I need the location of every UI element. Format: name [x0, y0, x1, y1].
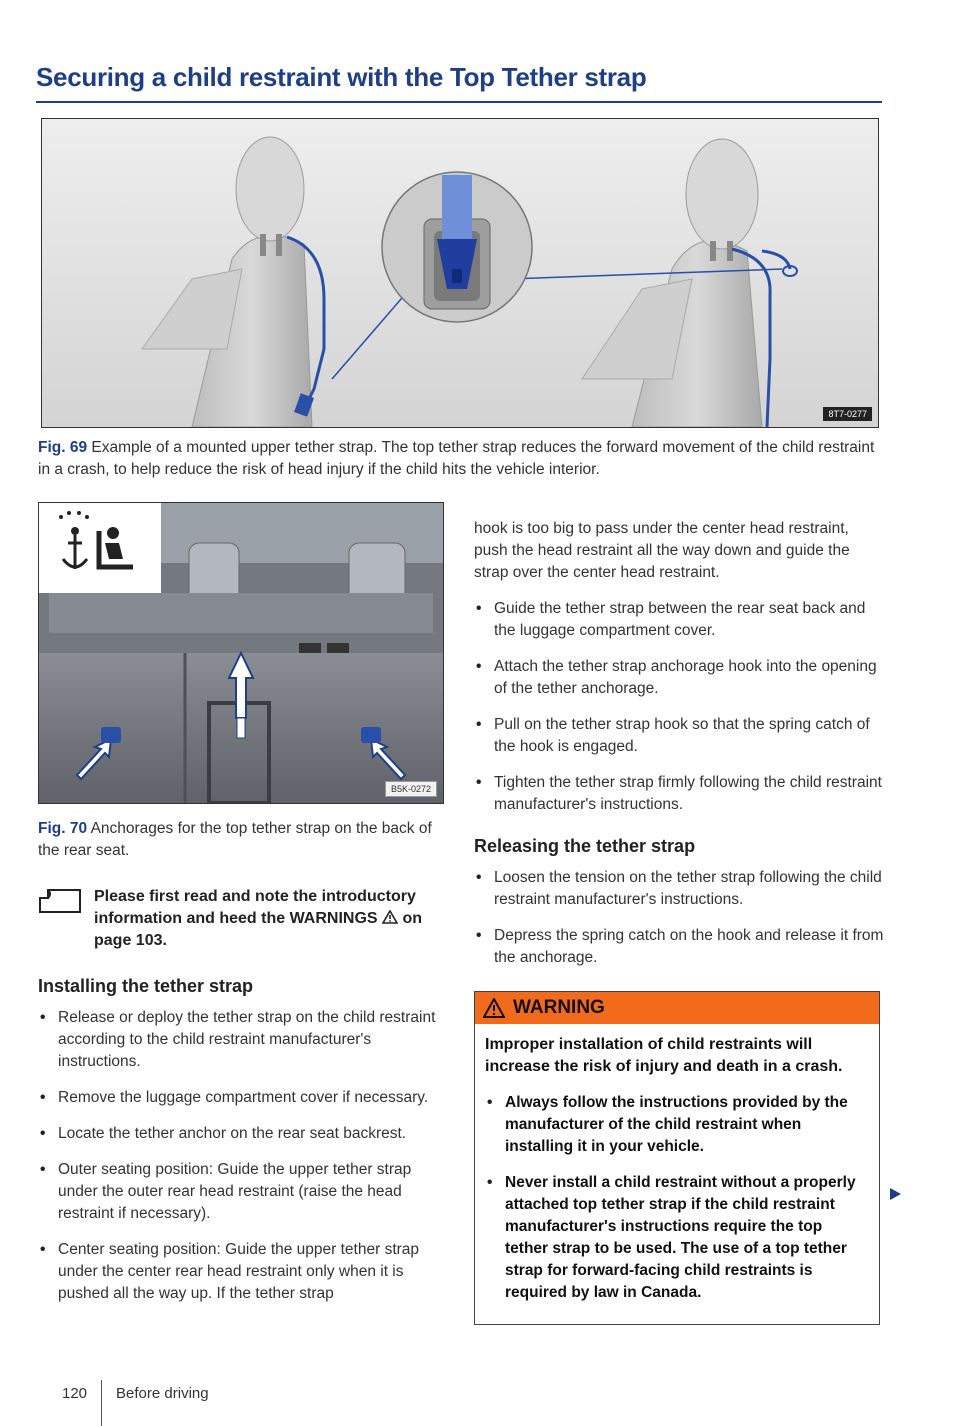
- title-rule: [36, 101, 882, 103]
- right-column: [474, 518, 884, 1325]
- figure-69-caption-text: Example of a mounted upper tether strap. The top tether strap reduces the forward movement of the child restraint in a crash, to help reduce the risk of head injury if the child hits the vehicle interior.: [38, 439, 875, 478]
- warning-item: • Never install a child restraint without a properly attached top tether strap if the child restraint manufacturer's instructions require the top tether strap to be used. The use of a top tether strap for forward-facing child restraints is required by law in Canada.: [485, 1172, 869, 1304]
- figure-69-caption: [38, 437, 878, 481]
- figure-70: [38, 502, 444, 804]
- figure-69-illustration: [42, 119, 878, 427]
- figure-69: [41, 118, 879, 428]
- list-item: • Pull on the tether strap hook so that the spring catch of the hook is engaged.: [474, 714, 884, 758]
- releasing-heading: Releasing the tether strap: [474, 836, 696, 856]
- list-item: • Depress the spring catch on the hook and release it from the anchorage.: [474, 925, 884, 969]
- list-item: • Locate the tether anchor on the rear seat backrest.: [38, 1123, 438, 1145]
- figure-70-label: Fig. 70: [38, 820, 88, 837]
- warning-body: [475, 1024, 879, 1324]
- installing-heading: Installing the tether strap: [38, 976, 254, 996]
- page-number: 120: [62, 1384, 88, 1402]
- book-icon: [38, 888, 82, 914]
- list-item: • Outer seating position: Guide the upper tether strap under the outer rear head restraint (raise the head restraint if necessary).: [38, 1159, 438, 1225]
- warning-triangle-icon: [382, 910, 398, 924]
- figure-70-caption: [38, 818, 438, 862]
- warning-header: [475, 992, 879, 1024]
- figure-70-code: B5K-0272: [385, 781, 437, 797]
- footer-section: Before driving: [116, 1384, 209, 1402]
- continue-arrow-icon: [887, 1186, 903, 1202]
- figure-70-illustration: [39, 503, 443, 803]
- list-item: • Loosen the tension on the tether strap following the child restraint manufacturer's instructions.: [474, 867, 884, 911]
- figure-69-label: Fig. 69: [38, 439, 88, 456]
- warning-title: WARNING: [513, 997, 605, 1018]
- list-item: • Guide the tether strap between the rear seat back and the luggage compartment cover.: [474, 598, 884, 642]
- warning-lead: Improper installation of child restraints will increase the risk of injury and death in a crash.: [485, 1036, 843, 1075]
- footer-divider: [101, 1380, 102, 1426]
- list-item: • Center seating position: Guide the upper tether strap under the center rear head restraint only when it is pushed all the way up. If the tether strap: [38, 1239, 438, 1305]
- list-item: • Release or deploy the tether strap on the child restraint according to the child restraint manufacturer's instructions.: [38, 1007, 438, 1073]
- list-item: • Tighten the tether strap firmly following the child restraint manufacturer's instructions.: [474, 772, 884, 816]
- note-page-ref[interactable]: on page 103.: [94, 910, 423, 949]
- list-item: • Attach the tether strap anchorage hook into the opening of the tether anchorage.: [474, 656, 884, 700]
- list-item: • Remove the luggage compartment cover if necessary.: [38, 1087, 438, 1109]
- intro-note-text: [94, 886, 438, 952]
- note-main: Please first read and note the introductory information and heed the WARNINGS: [94, 888, 416, 927]
- left-column: [38, 502, 438, 1319]
- figure-70-caption-text: Anchorages for the top tether strap on the back of the rear seat.: [38, 820, 432, 859]
- intro-note: [38, 886, 438, 952]
- figure-69-code: 8T7-0277: [823, 407, 872, 421]
- page-footer: [62, 1370, 209, 1416]
- warning-item: • Always follow the instructions provided by the manufacturer of the child restraint when installing it in your vehicle.: [485, 1092, 869, 1158]
- page-title: Securing a child restraint with the Top Tether strap: [36, 62, 647, 92]
- warning-triangle-icon: [483, 998, 505, 1018]
- warning-box: [474, 991, 880, 1325]
- continued-text: hook is too big to pass under the center head restraint, push the head restraint all the way down and guide the strap over the center head restraint.: [474, 520, 850, 581]
